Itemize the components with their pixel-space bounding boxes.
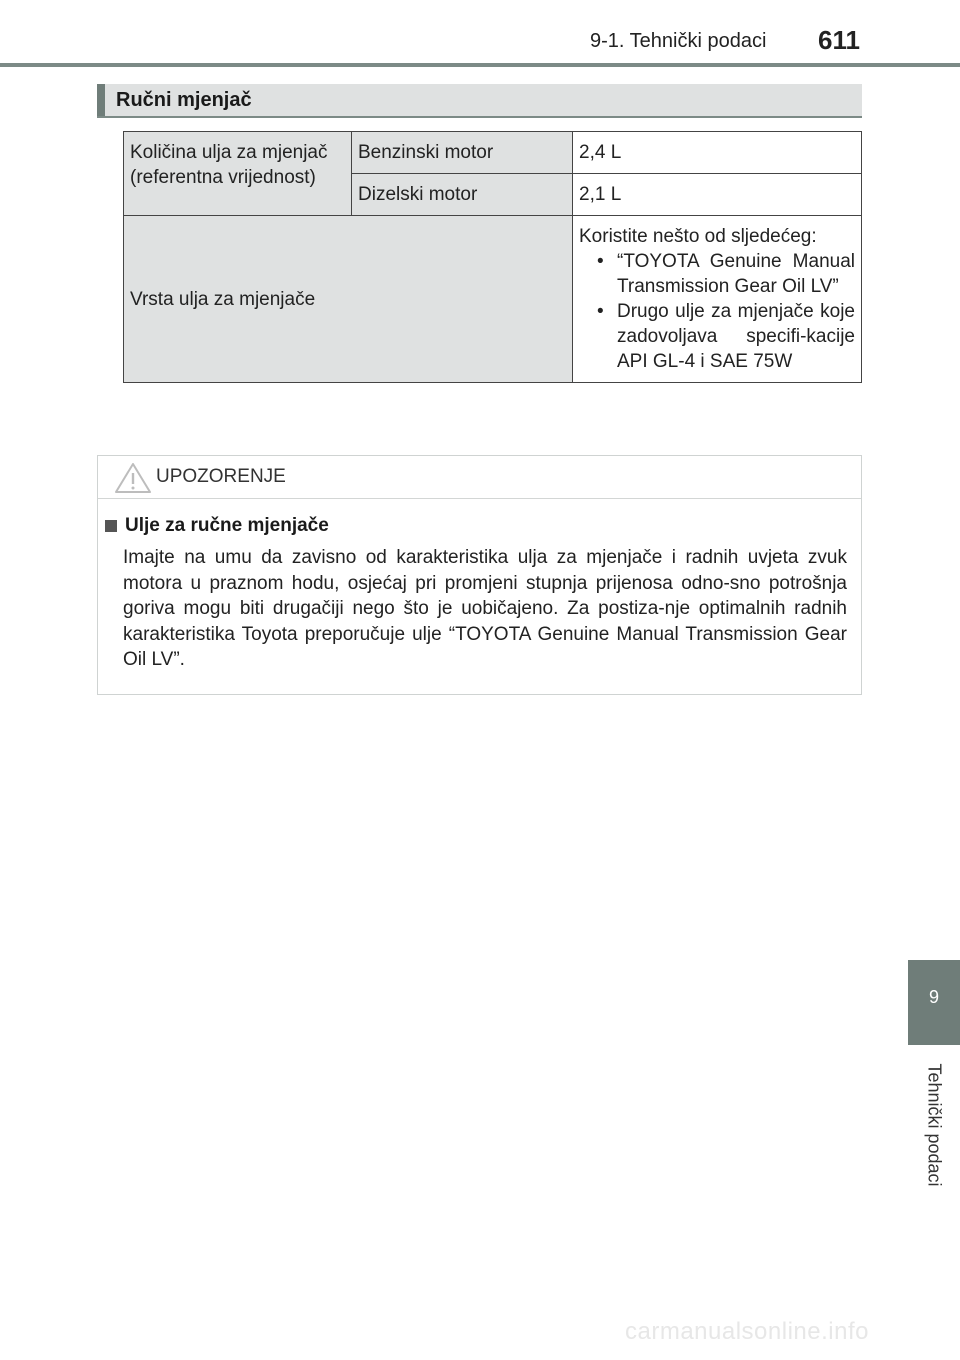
header-section-title: 9-1. Tehnički podaci [590, 30, 767, 52]
square-bullet-icon [105, 520, 117, 532]
warning-text: Imajte na umu da zavisno od karakteristika ulja za mjenjače i radnih uvjeta zvuk motora u praznom hodu, osjećaj pri promjeni stupnja prijenosa odno-sno potrošnja goriva mogu biti drugačiji nego što je uobičajeno. Za postiza-nje optimalnih radnih karakteristika Toyota preporučuje ulje “TOYOTA Genuine Manual Transmission Gear Oil LV”. [123, 547, 847, 670]
chapter-number: 9 [928, 987, 939, 1007]
page-number: 611 [818, 25, 860, 55]
oil-type-options [579, 249, 855, 374]
oil-type-value-cell [573, 216, 862, 383]
quantity-label-cell: Količina ulja za mjenjač (referentna vrijednost) [124, 132, 352, 216]
warning-subheading-text: Ulje za ručne mjenjače [125, 515, 329, 536]
value-cell: 2,1 L [573, 174, 862, 216]
oil-type-label-cell: Vrsta ulja za mjenjače [124, 216, 573, 383]
chapter-title-wrap [910, 1050, 958, 1200]
list-item: • Drugo ulje za mjenjače koje zadovoljava specifi-kacije API GL-4 i SAE 75W [579, 299, 855, 374]
table-row [124, 132, 862, 174]
header-divider [0, 63, 960, 67]
warning-subheading [105, 515, 847, 537]
section-heading-text: Ručni mjenjač [116, 89, 252, 111]
warning-triangle-icon [114, 462, 152, 494]
engine-cell: Benzinski motor [352, 132, 573, 174]
section-heading-bar [97, 84, 105, 116]
warning-title: UPOZORENJE [156, 466, 286, 487]
chapter-title: Tehnički podaci [924, 1063, 945, 1187]
watermark: carmanualsonline.info [625, 1318, 869, 1345]
transmission-oil-table [123, 131, 862, 383]
value-cell: 2,4 L [573, 132, 862, 174]
oil-type-intro: Koristite nešto od sljedećeg: [579, 226, 817, 247]
section-heading [97, 84, 862, 118]
table-row [124, 216, 862, 383]
warning-header [98, 456, 861, 499]
list-item: • “TOYOTA Genuine Manual Transmission Gear Oil LV” [579, 249, 855, 299]
warning-body [98, 499, 861, 673]
warning-box [97, 455, 862, 695]
chapter-tab [908, 960, 960, 1045]
engine-cell: Dizelski motor [352, 174, 573, 216]
